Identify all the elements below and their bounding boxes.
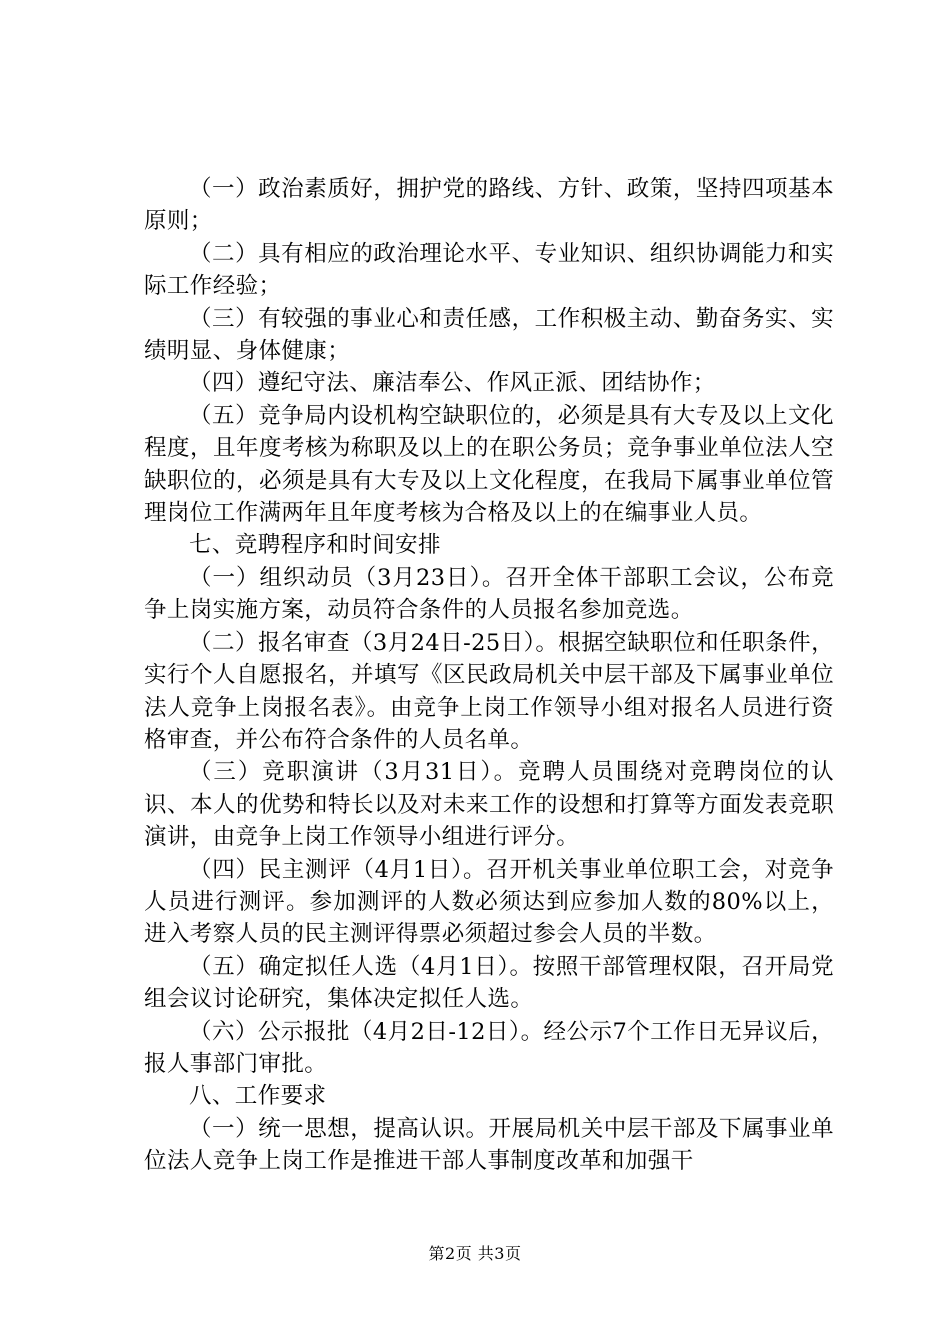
- section-heading-8: 八、工作要求: [189, 1083, 327, 1110]
- paragraph-step-6: （六）公示报批（4月2日-12日）。经公示7个工作日无异议后，报人事部门审批。: [144, 1018, 834, 1077]
- paragraph-condition-3: （三）有较强的事业心和责任感，工作积极主动、勤奋务实、实绩明显、身体健康；: [144, 305, 834, 365]
- paragraph-condition-4: （四）遵纪守法、廉洁奉公、作风正派、团结协作；: [189, 370, 716, 397]
- section-heading-7: 七、竞聘程序和时间安排: [189, 532, 441, 559]
- paragraph-step-2: （二）报名审查（3月24日-25日）。根据空缺职位和任职条件，实行个人自愿报名，并填写《区民政局机关中层干部及下属事业单位法人竞争上岗报名表》。由竞争上岗工作领导小组对报名人员进行资格审查，并公布符合条件的人员名单。: [144, 629, 834, 753]
- paragraph-condition-2: （二）具有相应的政治理论水平、专业知识、组织协调能力和实际工作经验；: [144, 240, 834, 300]
- paragraph-condition-5: （五）竞争局内设机构空缺职位的，必须是具有大专及以上文化程度，且年度考核为称职及以上的在职公务员；竞争事业单位法人空缺职位的，必须是具有大专及以上文化程度，在我局下属事业单位管理岗位工作满两年且年度考核为合格及以上的在编事业人员。: [144, 402, 834, 527]
- document-body: [144, 173, 834, 1178]
- paragraph-step-5: （五）确定拟任人选（4月1日）。按照干部管理权限，召开局党组会议讨论研究，集体决定拟任人选。: [144, 953, 834, 1013]
- paragraph-step-3: （三）竞职演讲（3月31日）。竞聘人员围绕对竞聘岗位的认识、本人的优势和特长以及对未来工作的设想和打算等方面发表竞职演讲，由竞争上岗工作领导小组进行评分。: [144, 759, 834, 851]
- page-number-footer: 第2页 共3页: [428, 1244, 522, 1263]
- paragraph-condition-1: （一）政治素质好，拥护党的路线、方针、政策，坚持四项基本原则；: [144, 176, 834, 235]
- paragraph-step-1: （一）组织动员（3月23日）。召开全体干部职工会议，公布竞争上岗实施方案，动员符合条件的人员报名参加竞选。: [144, 564, 834, 624]
- paragraph-step-4: （四）民主测评（4月1日）。召开机关事业单位职工会，对竞争人员进行测评。参加测评的人数必须达到应参加人数的80%以上，进入考察人员的民主测评得票必须超过参会人员的半数。: [144, 856, 834, 948]
- paragraph-requirement-1: （一）统一思想，提高认识。开展局机关中层干部及下属事业单位法人竞争上岗工作是推进干部人事制度改革和加强干: [144, 1115, 834, 1175]
